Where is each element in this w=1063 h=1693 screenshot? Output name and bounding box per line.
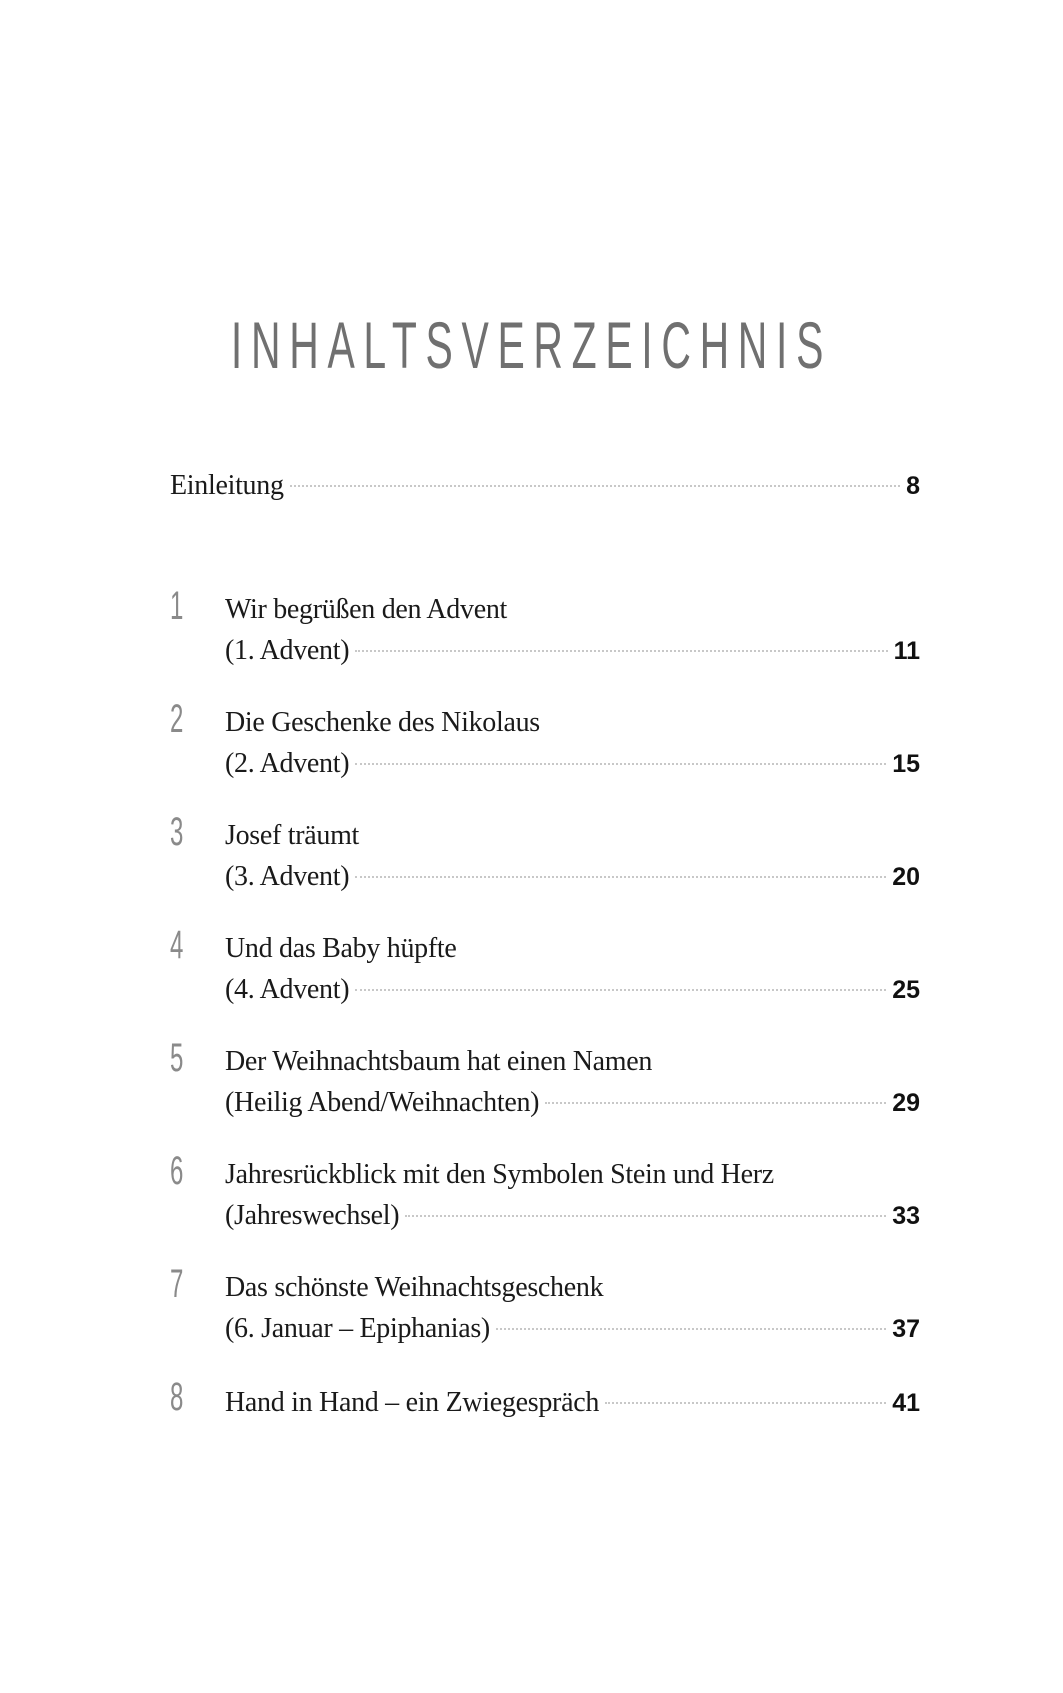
toc-entry-title[interactable] [225, 816, 920, 856]
dot-leader [605, 1402, 886, 1404]
toc-entry-title[interactable] [225, 929, 920, 969]
toc-entry-subtitle-row[interactable] [225, 1196, 920, 1236]
chapter-number: 6 [170, 1149, 184, 1193]
toc-page-number: 33 [892, 1202, 920, 1230]
toc-entry-title[interactable] [225, 1383, 920, 1423]
toc-entry-subtitle-row[interactable] [225, 744, 920, 784]
chapter-title: Und das Baby hüpfte [225, 933, 457, 964]
dot-leader [496, 1328, 886, 1330]
chapter-subtitle: (2. Advent) [225, 748, 350, 779]
chapter-title: Hand in Hand – ein Zwiegespräch [225, 1387, 600, 1418]
dot-leader [355, 989, 886, 991]
dot-leader [355, 650, 887, 652]
chapter-title: Wir begrüßen den Advent [225, 594, 508, 625]
dot-leader [290, 485, 900, 487]
toc-entry-title[interactable] [225, 703, 920, 743]
chapter-subtitle: (1. Advent) [225, 635, 350, 666]
chapter-number: 7 [170, 1262, 184, 1306]
toc-page-number: 37 [892, 1315, 920, 1343]
chapter-title: Josef träumt [225, 820, 360, 851]
page-title: INHALTSVERZEICHNIS [230, 308, 833, 382]
chapter-number: 3 [170, 810, 184, 854]
toc-entry-title[interactable] [225, 1155, 920, 1195]
dot-leader [355, 763, 886, 765]
toc-entry-title[interactable] [225, 1042, 920, 1082]
dot-leader [405, 1215, 886, 1217]
toc-page-number: 8 [906, 472, 920, 500]
toc-entry-subtitle-row[interactable] [225, 1083, 920, 1123]
toc-page-number: 41 [892, 1389, 920, 1417]
chapter-title: Die Geschenke des Nikolaus [225, 707, 540, 738]
toc-entry-subtitle-row[interactable] [225, 970, 920, 1010]
toc-entry-title[interactable] [225, 590, 920, 630]
chapter-title: Der Weihnachtsbaum hat einen Namen [225, 1046, 653, 1077]
chapter-number: 2 [170, 697, 184, 741]
dot-leader [355, 876, 886, 878]
toc-entry-subtitle-row[interactable] [225, 1309, 920, 1349]
toc-entry-label: Einleitung [170, 470, 284, 501]
toc-page-number: 20 [892, 863, 920, 891]
toc-entry-subtitle-row[interactable] [225, 857, 920, 897]
chapter-title: Das schönste Weihnachtsgeschenk [225, 1272, 604, 1303]
chapter-number: 8 [170, 1375, 184, 1419]
chapter-number: 5 [170, 1036, 184, 1080]
toc-page-number: 29 [892, 1089, 920, 1117]
chapter-subtitle: (6. Januar – Epiphanias) [225, 1313, 490, 1344]
dot-leader [545, 1102, 886, 1104]
toc-page-number: 25 [892, 976, 920, 1004]
chapter-number: 1 [170, 584, 184, 628]
toc-page-number: 15 [892, 750, 920, 778]
chapter-subtitle: (Jahreswechsel) [225, 1200, 400, 1231]
chapter-subtitle: (4. Advent) [225, 974, 350, 1005]
toc-page-number: 11 [893, 637, 920, 665]
chapter-number: 4 [170, 923, 184, 967]
toc-entry-title[interactable] [225, 1268, 920, 1308]
chapter-subtitle: (3. Advent) [225, 861, 350, 892]
toc-entry-subtitle-row[interactable] [225, 631, 920, 671]
toc-entry-intro[interactable] [170, 466, 920, 506]
chapter-subtitle: (Heilig Abend/Weihnachten) [225, 1087, 540, 1118]
chapter-title: Jahresrückblick mit den Symbolen Stein und Herz [225, 1159, 774, 1190]
